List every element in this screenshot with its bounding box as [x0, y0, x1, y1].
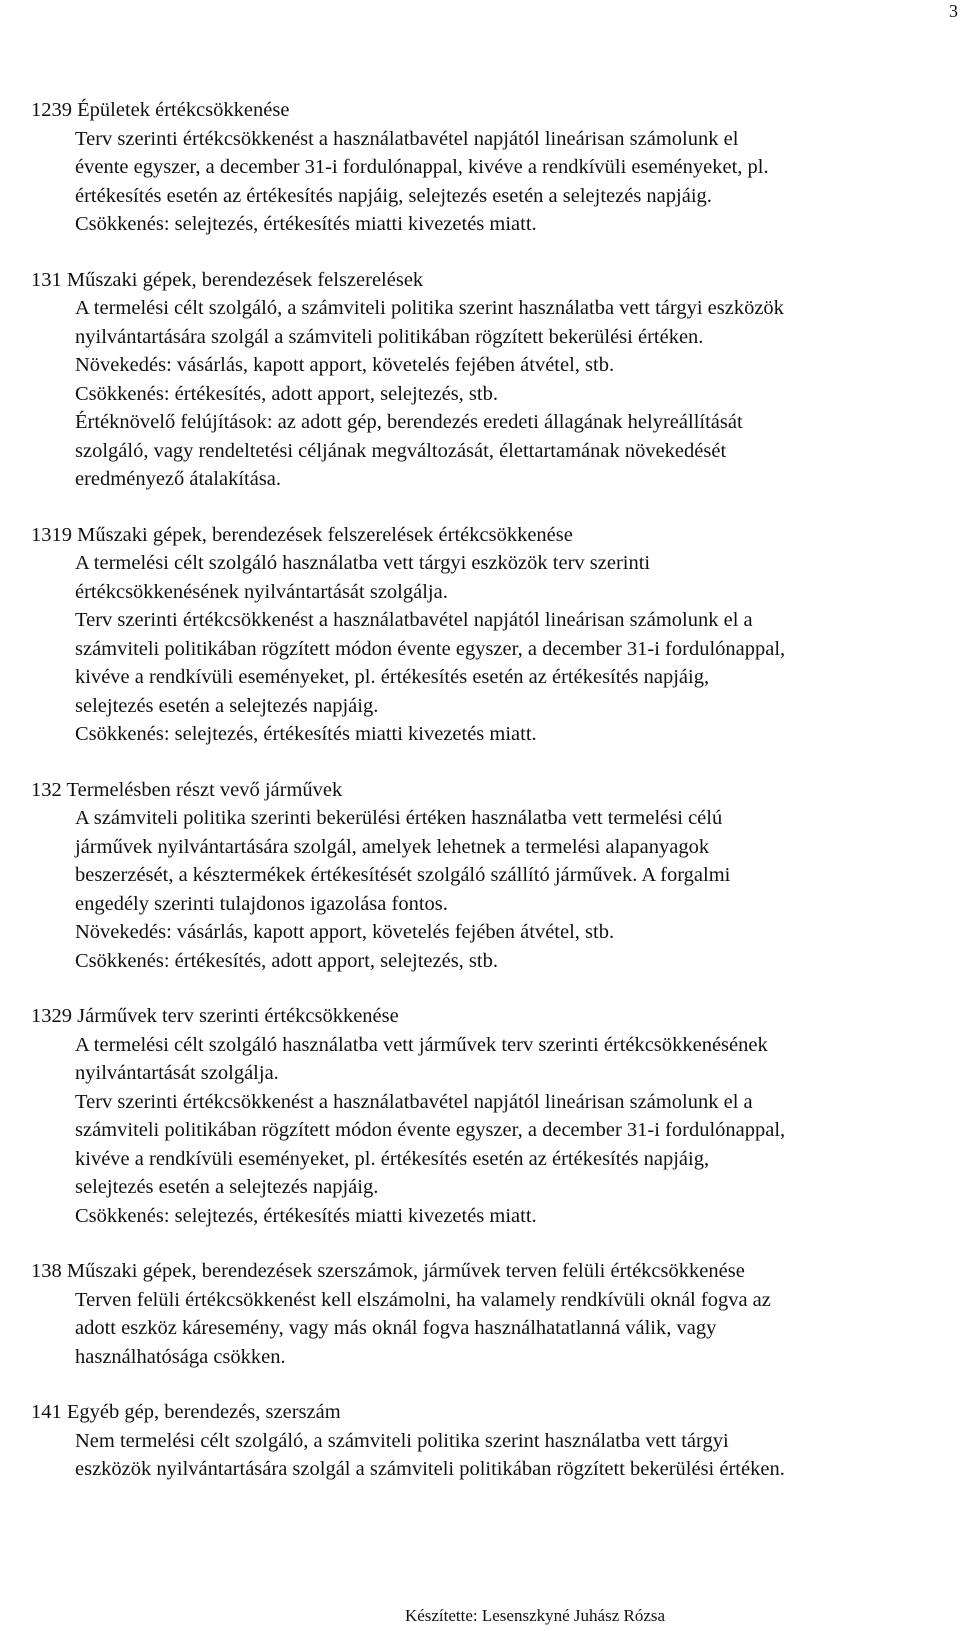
body-line: használhatósága csökken. — [75, 1345, 286, 1368]
section-heading: 1319 Műszaki gépek, berendezések felszerelések értékcsökkenése — [31, 523, 573, 546]
body-line: nyilvántartását szolgálja. — [75, 1062, 279, 1084]
body-line: eszközök nyilvántartására szolgál a számviteli politikában rögzített bekerülési értéken. — [75, 1458, 785, 1480]
body-line: számviteli politikában rögzített módon évente egyszer, a december 31-i fordulónappal, — [75, 1119, 786, 1141]
body-line: Növekedés: vásárlás, kapott apport, követelés fejében átvétel, stb. — [75, 921, 615, 943]
body-line: járművek nyilvántartására szolgál, amelyek lehetnek a termelési alapanyagok — [75, 835, 710, 858]
body-line: Értéknövelő felújítások: az adott gép, berendezés eredeti állagának helyreállítását — [75, 411, 743, 433]
section-138 — [31, 1257, 956, 1371]
body-line: selejtezés esetén a selejtezés napjáig. — [75, 1176, 379, 1198]
section-131 — [31, 266, 956, 494]
page-number: 3 — [949, 1, 958, 21]
body-line: adott eszköz káresemény, vagy más oknál fogva használhatatlanná válik, vagy — [75, 1317, 717, 1339]
body-line: értékesítés esetén az értékesítés napjáig, selejtezés esetén a selejtezés napjáig. — [75, 184, 712, 207]
body-line: Nem termelési célt szolgáló, a számviteli politika szerint használatba vett tárgyi — [75, 1429, 729, 1452]
body-line: Csökkenés: értékesítés, adott apport, selejtezés, stb. — [75, 949, 498, 972]
body-line: kivéve a rendkívüli eseményeket, pl. értékesítés esetén az értékesítés napjáig, — [75, 666, 710, 688]
body-line: A termelési célt szolgáló használatba vett járművek terv szerinti értékcsökkenésének — [75, 1033, 768, 1056]
body-line: Terv szerinti értékcsökkenést a használatbavétel napjától lineárisan számolunk el — [75, 127, 739, 150]
section-heading: 138 Műszaki gépek, berendezések szerszámok, járművek terven felüli értékcsökkenése — [31, 1260, 745, 1282]
section-1239 — [31, 96, 956, 239]
body-line: Terv szerinti értékcsökkenést a használatbavétel napjától lineárisan számolunk el a — [75, 1090, 753, 1113]
section-1329 — [31, 1002, 956, 1230]
body-line: Terven felüli értékcsökkenést kell elszámolni, ha valamely rendkívüli oknál fogva az — [75, 1288, 771, 1311]
body-line: szolgáló, vagy rendeltetési céljának megváltozását, élettartamának növekedését — [75, 439, 727, 462]
footer-author: Készítette: Lesenszkyné Juhász Rózsa — [404, 1606, 666, 1625]
section-132 — [31, 776, 956, 976]
body-line: Csökkenés: selejtezés, értékesítés miatti kivezetés miatt. — [75, 213, 537, 235]
body-line: Csökkenés: selejtezés, értékesítés miatti kivezetés miatt. — [75, 723, 537, 745]
body-line: engedély szerinti tulajdonos igazolása fontos. — [75, 892, 448, 915]
section-1319 — [31, 521, 956, 749]
body-line: értékcsökkenésének nyilvántartását szolgálja. — [75, 580, 448, 603]
section-heading: 141 Egyéb gép, berendezés, szerszám — [31, 1401, 341, 1423]
section-heading: 131 Műszaki gépek, berendezések felszerelések — [31, 268, 424, 291]
section-heading: 132 Termelésben részt vevő járművek — [31, 778, 343, 801]
body-line: Terv szerinti értékcsökkenést a használatbavétel napjától lineárisan számolunk el a — [75, 609, 753, 631]
body-line: eredményező átalakítása. — [75, 468, 282, 490]
section-heading: 1239 Épületek értékcsökkenése — [31, 99, 290, 121]
page-footer — [0, 1605, 960, 1627]
body-line: A termelési célt szolgáló, a számviteli politika szerint használatba vett tárgyi eszközök — [75, 297, 784, 319]
body-line: A termelési célt szolgáló használatba vett tárgyi eszközök terv szerinti — [75, 552, 651, 574]
body-line: kivéve a rendkívüli eseményeket, pl. értékesítés esetén az értékesítés napjáig, — [75, 1147, 710, 1170]
section-heading: 1329 Járművek terv szerinti értékcsökkenése — [31, 1005, 399, 1027]
body-line: Csökkenés: értékesítés, adott apport, selejtezés, stb. — [75, 382, 498, 405]
body-line: évente egyszer, a december 31-i fordulónappal, kivéve a rendkívüli eseményeket, pl. — [75, 156, 769, 178]
body-line: beszerzését, a késztermékek értékesítését szolgáló szállító járművek. A forgalmi — [75, 864, 731, 886]
body-line: nyilvántartására szolgál a számviteli politikában rögzített bekerülési értéken. — [75, 325, 704, 348]
section-141 — [31, 1398, 956, 1484]
document-body — [31, 96, 956, 1511]
body-line: selejtezés esetén a selejtezés napjáig. — [75, 694, 379, 717]
body-line: Növekedés: vásárlás, kapott apport, követelés fejében átvétel, stb. — [75, 354, 615, 376]
body-line: Csökkenés: selejtezés, értékesítés miatti kivezetés miatt. — [75, 1204, 537, 1227]
body-line: A számviteli politika szerinti bekerülési értéken használatba vett termelési célú — [75, 807, 723, 829]
body-line: számviteli politikában rögzített módon évente egyszer, a december 31-i fordulónappal, — [75, 637, 786, 660]
